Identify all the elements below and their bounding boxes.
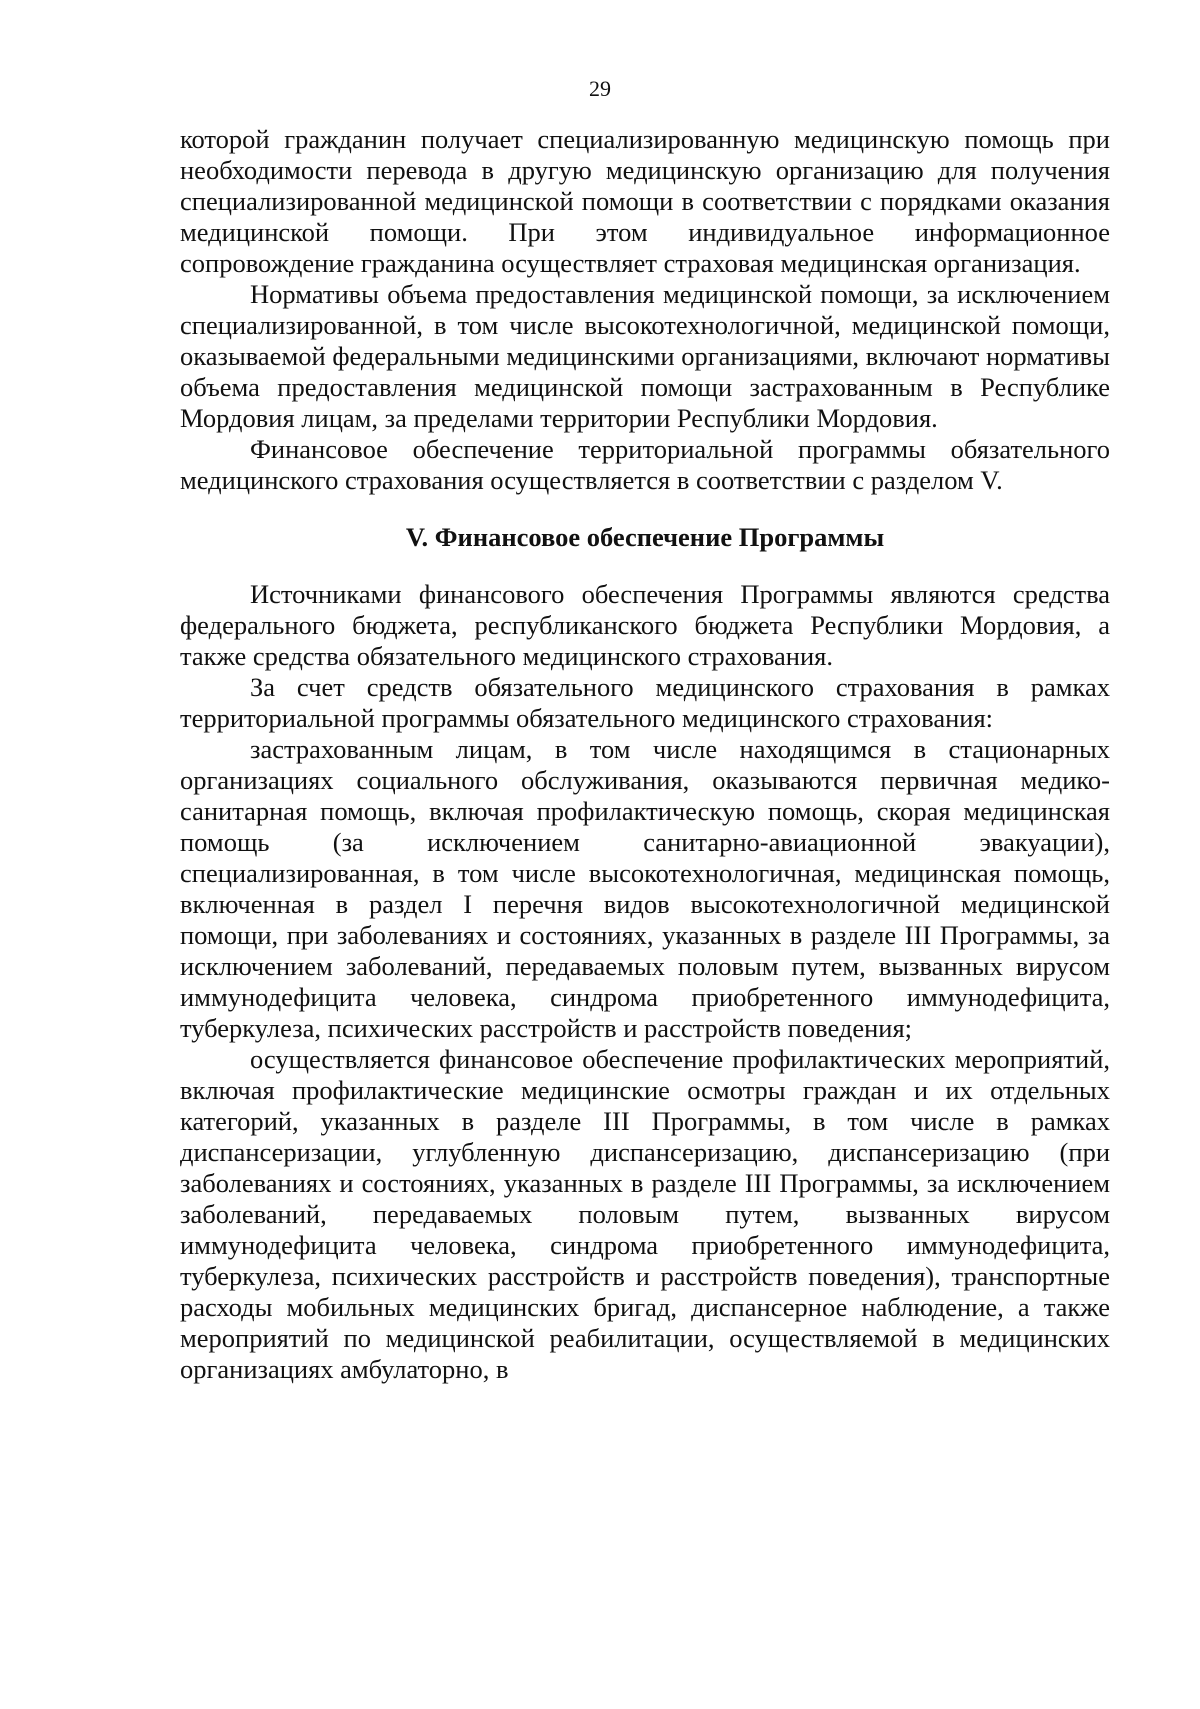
paragraph-continuation: которой гражданин получает специализированную медицинскую помощь при необходимости перевода в другую медицинскую организацию для получения специализированной медицинской помощи в соответствии с порядками оказания медицинской помощи. При этом индивидуальное информационное сопровождение гражданина осуществляет страховая медицинская организация. — [180, 124, 1110, 278]
page-number: 29 — [589, 76, 611, 101]
paragraph-volume-standards: Нормативы объема предоставления медицинской помощи, за исключением специализированной, в том числе высокотехнологичной, медицинской помощи, оказываемой федеральными медицинскими организациями, включают нормативы объема предоставления медицинской помощи застрахованным в Республике Мордовия лицам, за пределами территории Республики Мордовия. — [180, 279, 1110, 433]
paragraph-insured-persons: застрахованным лицам, в том числе находящимся в стационарных организациях социального обслуживания, оказываются первичная медико-санитарная помощь, включая профилактическую помощь, скорая медицинская помощь (за исключением санитарно-авиационной эвакуации), специализированная, в том числе высокотехнологичная, медицинская помощь, включенная в раздел I перечня видов высокотехнологичной медицинской помощи, при заболеваниях и состояниях, указанных в разделе III Программы, за исключением заболеваний, передаваемых половым путем, вызванных вирусом иммунодефицита человека, синдрома приобретенного иммунодефицита, туберкулеза, психических расстройств и расстройств поведения; — [180, 734, 1110, 1043]
paragraph-oms-financing: Финансовое обеспечение территориальной программы обязательного медицинского страхования осуществляется в соответствии с разделом V. — [180, 434, 1110, 495]
paragraph-funding-sources: Источниками финансового обеспечения Программы являются средства федерального бюджета, республиканского бюджета Республики Мордовия, а также средства обязательного медицинского страхования. — [180, 579, 1110, 671]
section-heading: V. Финансовое обеспечение Программы — [405, 522, 885, 552]
paragraph-oms-funds: За счет средств обязательного медицинского страхования в рамках территориальной программы обязательного медицинского страхования: — [180, 672, 1110, 733]
paragraph-preventive-measures: осуществляется финансовое обеспечение профилактических мероприятий, включая профилактические медицинские осмотры граждан и их отдельных категорий, указанных в разделе III Программы, в том числе в рамках диспансеризации, углубленную диспансеризацию, диспансеризацию (при заболеваниях и состояниях, указанных в разделе III Программы, за исключением заболеваний, передаваемых половым путем, вызванных вирусом иммунодефицита человека, синдрома приобретенного иммунодефицита, туберкулеза, психических расстройств и расстройств поведения), транспортные расходы мобильных медицинских бригад, диспансерное наблюдение, а также мероприятий по медицинской реабилитации, осуществляемой в медицинских организациях амбулаторно, в — [180, 1044, 1110, 1384]
document-body — [180, 124, 1110, 1385]
